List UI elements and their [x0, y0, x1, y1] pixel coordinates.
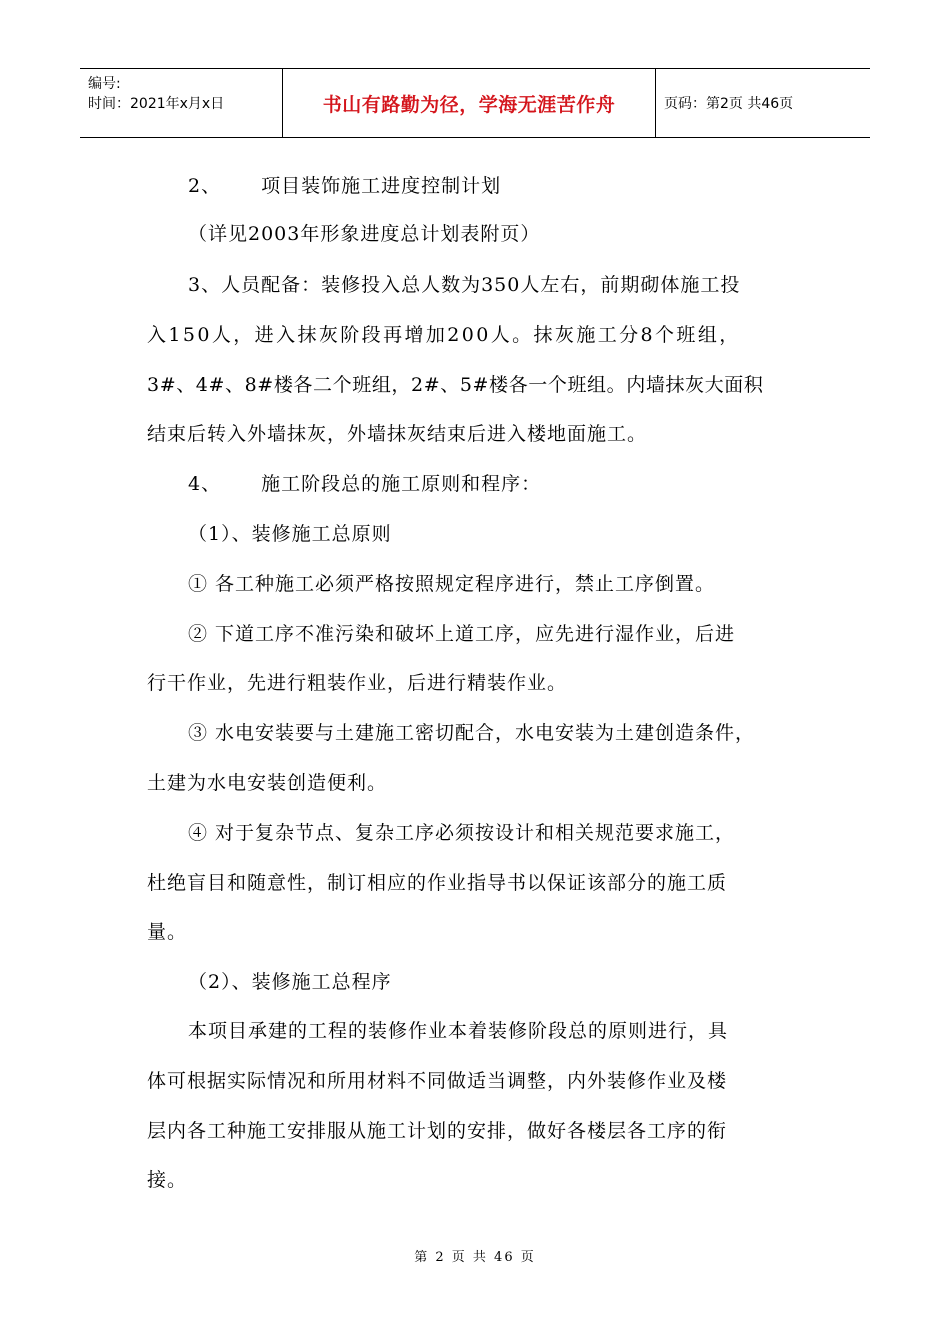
- header-table: [80, 68, 870, 138]
- paragraph-line: 结束后转入外墙抹灰，外墙抹灰结束后进入楼地面施工。: [147, 423, 648, 445]
- paragraph-line: 接。: [147, 1169, 188, 1191]
- paragraph-line: 层内各工种施工安排服从施工计划的安排，做好各楼层各工序的衔: [147, 1120, 728, 1142]
- motto-text: 书山有路勤为径，学海无涯苦作舟: [322, 93, 616, 116]
- header-page-info: 页码：第2页 共46页: [664, 96, 794, 112]
- section-title: 施工阶段总的施工原则和程序：: [261, 473, 542, 495]
- number-label: 编号:: [88, 76, 121, 92]
- subsection-heading: （1）、装修施工总原则: [188, 523, 392, 545]
- paragraph-line: ① 各工种施工必须严格按照规定程序进行，禁止工序倒置。: [188, 573, 716, 595]
- paragraph-line: 杜绝盲目和随意性，制订相应的作业指导书以保证该部分的施工质: [147, 872, 728, 894]
- paragraph-line: 3、人员配备：装修投入总人数为350人左右，前期砌体施工投: [188, 274, 741, 296]
- paragraph-line: 本项目承建的工程的装修作业本着装修阶段总的原则进行，具: [188, 1020, 729, 1042]
- section-2-heading: [188, 174, 501, 198]
- paragraph-line: 土建为水电安装创造便利。: [147, 772, 388, 794]
- paragraph-line: ② 下道工序不准污染和破坏上道工序，应先进行湿作业，后进: [188, 623, 736, 645]
- section-4-heading: [188, 472, 541, 496]
- paragraph-line: ④ 对于复杂节点、复杂工序必须按设计和相关规范要求施工，: [188, 822, 736, 844]
- paragraph-line: ③ 水电安装要与土建施工密切配合，水电安装为土建创造条件，: [188, 722, 756, 744]
- paragraph-line: 入150人，进入抹灰阶段再增加200人。抹灰施工分8个班组，: [147, 324, 741, 346]
- header-motto-cell: [282, 69, 656, 137]
- date-line: 时间：2021年x月x日: [88, 96, 225, 112]
- paragraph-line: 3#、4#、8#楼各二个班组，2#、5#楼各一个班组。内墙抹灰大面积: [147, 374, 764, 396]
- paragraph-line: 体可根据实际情况和所用材料不同做适当调整，内外装修作业及楼: [147, 1070, 728, 1092]
- page-footer: 第 2 页 共 46 页: [414, 1250, 536, 1265]
- paragraph-line: 行干作业，先进行粗装作业，后进行精装作业。: [147, 672, 568, 694]
- section-number: 4、: [188, 473, 222, 495]
- paragraph-line: （详见2003年形象进度总计划表附页）: [188, 223, 541, 245]
- paragraph-line: 量。: [147, 921, 188, 943]
- section-title: 项目装饰施工进度控制计划: [261, 175, 502, 197]
- header-meta-cell: [80, 69, 282, 137]
- section-number: 2、: [188, 175, 222, 197]
- subsection-heading: （2）、装修施工总程序: [188, 971, 392, 993]
